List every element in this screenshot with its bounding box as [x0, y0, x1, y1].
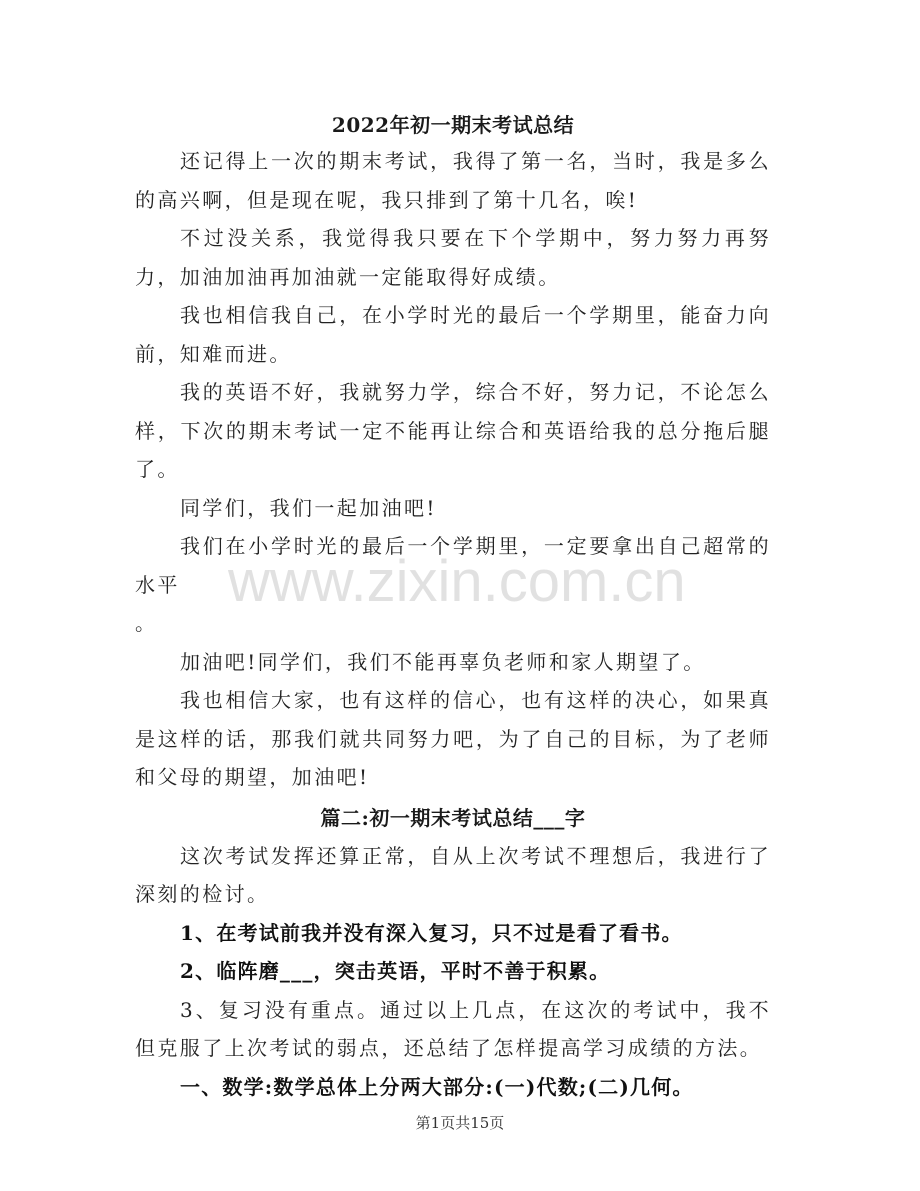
section-2-item-3: 3、复习没有重点。通过以上几点，在这次的考试中，我不但克服了上次考试的弱点，还总结了怎样提高学习成绩的方法。 [135, 997, 771, 1060]
paragraph-4: 我的英语不好，我就努力学，综合不好，努力记，不论怎么样，下次的期末考试一定不能再让综合和英语给我的总分拖后腿了。 [135, 380, 771, 481]
section-2-math-heading: 一、数学:数学总体上分两大部分:(一)代数;(二)几何。 [180, 1074, 694, 1099]
section-2-title: 篇二:初一期末考试总结___字 [320, 805, 586, 830]
document-page [135, 108, 771, 1106]
section-2-item-2: 2、临阵磨___，突击英语，平时不善于积累。 [180, 959, 611, 983]
paragraph-7: 加油吧!同学们，我们不能再辜负老师和家人期望了。 [180, 649, 706, 674]
watermark: www.zixin.com.cn [228, 549, 686, 614]
page-indicator: 第1页共15页 [415, 1114, 505, 1132]
document-title: 2022年初一期末考试总结 [331, 113, 575, 137]
paragraph-2: 不过没关系，我觉得我只要在下个学期中，努力努力再努力，加油加油再加油就一定能取得好成绩。 [135, 226, 771, 289]
paragraph-1: 还记得上一次的期末考试，我得了第一名，当时，我是多么的高兴啊，但是现在呢，我只排到了第十几名，唉! [135, 149, 771, 212]
paragraph-3: 我也相信我自己，在小学时光的最后一个学期里，能奋力向前，知难而进。 [135, 303, 771, 366]
paragraph-6: 我们在小学时光的最后一个学期里，一定要拿出自己超常的水平 [135, 534, 771, 597]
section-2-paragraph-1: 这次考试发挥还算正常，自从上次考试不理想后，我进行了深刻的检讨。 [135, 843, 771, 906]
paragraph-5: 同学们，我们一起加油吧! [180, 495, 437, 520]
paragraph-8: 我也相信大家，也有这样的信心，也有这样的决心，如果真是这样的话，那我们就共同努力吧，为了自己的目标，为了老师和父母的期望，加油吧! [135, 688, 771, 789]
section-2-item-1: 1、在考试前我并没有深入复习，只不过是看了看书。 [180, 920, 683, 945]
paragraph-6-orphan-period: 。 [135, 611, 158, 635]
